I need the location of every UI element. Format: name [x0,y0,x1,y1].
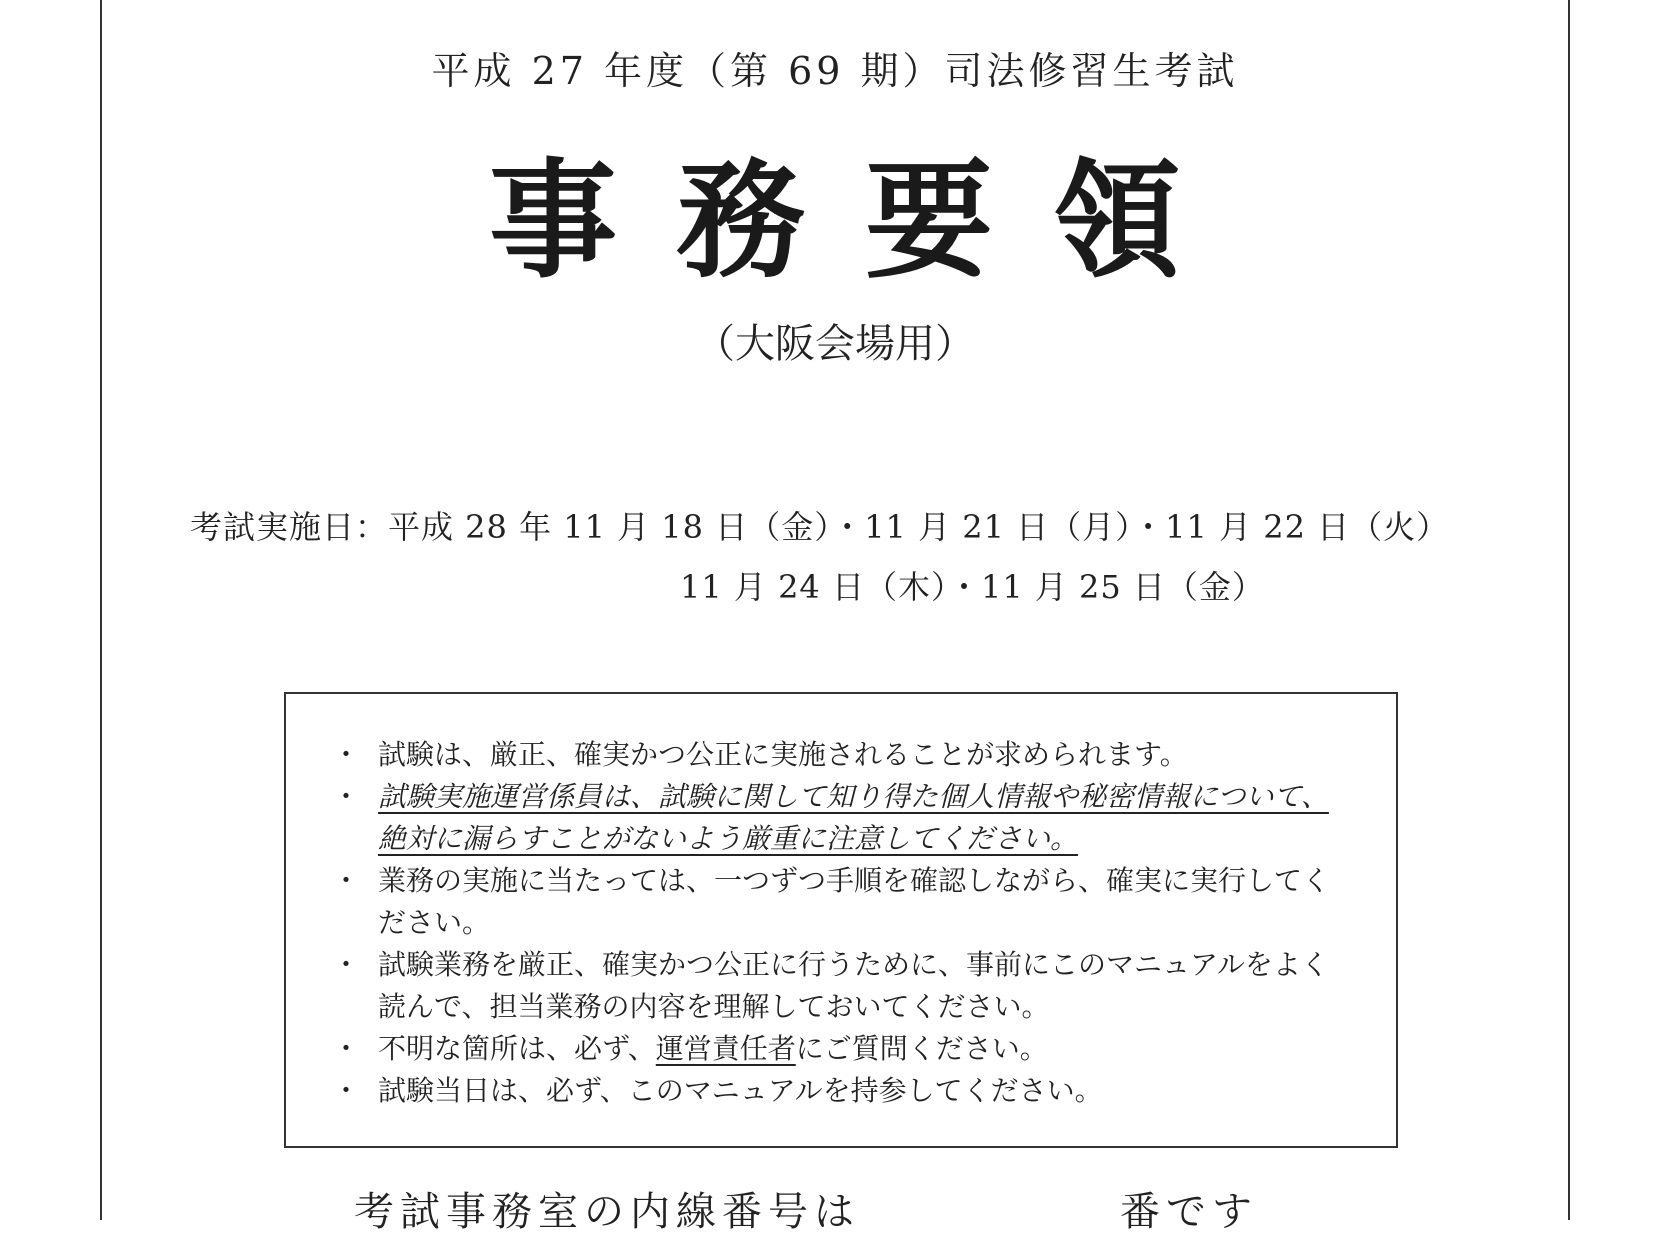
notice-item [332,860,1336,944]
notice-item-text: 試験は、厳正、確実かつ公正に実施されることが求められます。 [378,738,1188,771]
notice-item-text: 試験業務を厳正、確実かつ公正に行うために、事前にこのマニュアルをよく読んで、担当業務の内容を理解しておいてください。 [378,948,1329,1023]
extension-suffix: 番です [1120,1189,1258,1235]
notice-item-text: 業務の実施に当たっては、一つずつ手順を確認しながら、確実に実行してください。 [378,864,1331,939]
notice-item-text-emphasized: 試験実施運営係員は、試験に関して知り得た個人情報や秘密情報について、絶対に漏らすことがないよう厳重に注意してください。 [378,780,1329,855]
bullet-icon: ・ [332,1074,361,1107]
document-title: 事務要領 [488,146,1241,296]
notice-item-text: 試験当日は、必ず、このマニュアルを持参してください。 [378,1074,1103,1107]
notice-list [286,694,1396,1112]
notice-item-underlined: 運営責任者 [655,1032,796,1065]
document-page [100,0,1570,1235]
notice-item [332,776,1336,860]
bullet-icon: ・ [332,1032,361,1065]
extension-number-line [354,1180,1258,1237]
notice-item [332,944,1336,1028]
notice-item-text: 不明な箇所は、必ず、 [378,1032,656,1065]
exam-dates-line2: 11 月 24 日（木）・11 月 25 日（金） [680,568,1265,606]
bullet-icon: ・ [332,738,361,771]
exam-subtitle: 平成 27 年度（第 69 期）司法修習生考試 [431,49,1239,93]
bullet-icon: ・ [332,948,361,981]
bullet-icon: ・ [332,780,361,813]
exam-dates-line1: 考試実施日：平成 28 年 11 月 18 日（金）・11 月 21 日（月）・11 月 22 日（火） [190,508,1450,546]
venue-label: （大阪会場用） [695,321,975,367]
exam-dates [190,502,1590,608]
notice-item-text: にご質問ください。 [795,1032,1048,1065]
notice-item [332,1028,1336,1070]
notice-item [332,734,1336,776]
notice-item [332,1070,1336,1112]
bullet-icon: ・ [332,864,361,897]
extension-label: 考試事務室の内線番号は [354,1189,860,1235]
notice-box [284,692,1398,1148]
